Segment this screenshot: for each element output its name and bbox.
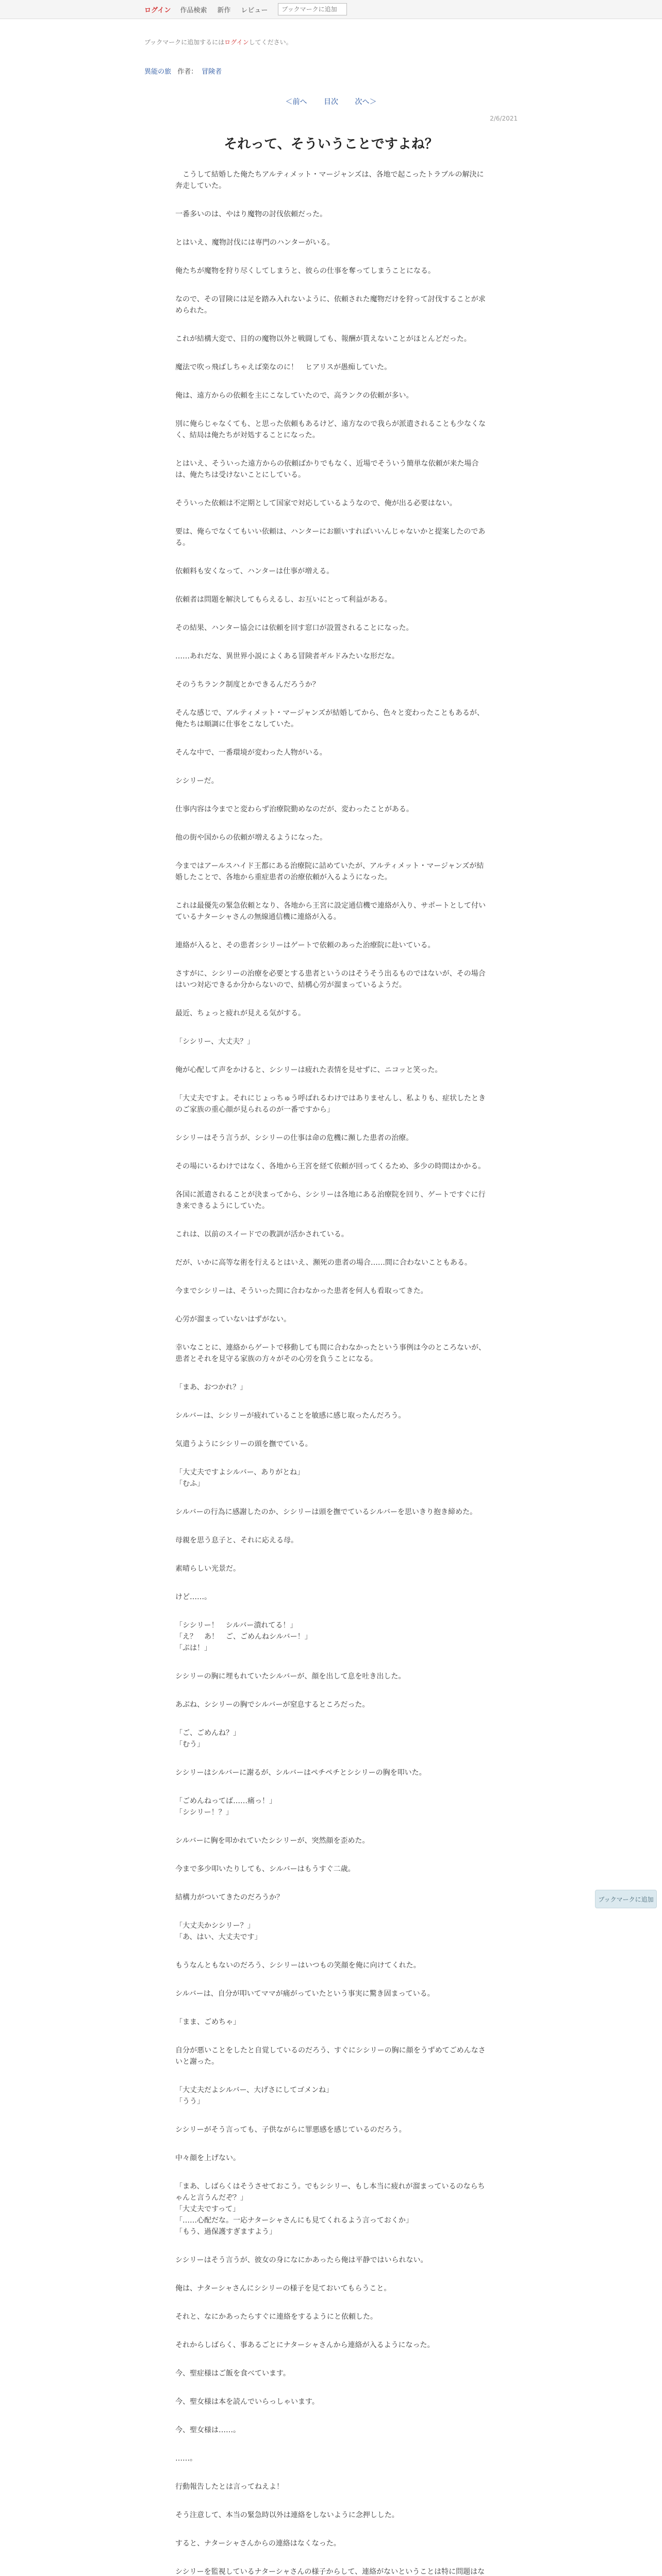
chapter-paragraph: 自分が悪いことをしたと自覚しているのだろう、すぐにシシリーの胸に顔をうずめてごめんなさいと謝った。 (175, 2046, 486, 2066)
chapter-paragraph: 依頼料も安くなって、ハンターは仕事が増える。 (175, 567, 334, 575)
chapter-paragraph: とはいえ、そういった遠方からの依頼ばかりでもなく、近場でそういう簡単な依頼が来た場合は、俺たちは受けないことにしている。 (175, 460, 479, 479)
chapter-paragraph: その結果、ハンター協会には依頼を回す窓口が設置されることになった。 (175, 624, 413, 632)
next-chapter-link[interactable]: 次へ＞ (355, 98, 377, 106)
chapter-paragraph: シシリーを監視しているナターシャさんの様子からして、連絡がないということは特に問題はな (175, 2568, 485, 2576)
chapter-paragraph: ……あれだな、異世界小説によくある冒険者ギルドみたいな形だな。 (175, 652, 399, 660)
chapter-paragraph: そのうちランク制度とかできるんだろうか？ (175, 681, 320, 689)
nav-search-link[interactable]: 作品検索 (180, 6, 207, 14)
chapter-paragraph: 「大丈夫だよシルバー、大げさにしてゴメンね」 「うう」 (175, 2086, 334, 2106)
main-content (144, 38, 518, 2576)
chapter-paragraph: 今、聖症様はご飯を食べています。 (175, 2369, 290, 2378)
chapter-paragraph: 今までシシリーは、そういった間に合わなかった患者を何人も看取ってきた。 (175, 1287, 428, 1295)
author-label: 作者： (177, 68, 198, 76)
chapter-paragraph: けど……。 (175, 1593, 211, 1601)
chapter-paragraph: あぶね、シシリーの胸でシルバーが窒息するところだった。 (175, 1701, 370, 1709)
chapter-paragraph: シシリーはシルバーに謝るが、シルバーはペチペチとシシリーの胸を叩いた。 (175, 1769, 426, 1777)
chapter-paragraph: シシリーがそう言っても、子供ながらに罪悪感を感じているのだろう。 (175, 2126, 406, 2134)
chapter-pager (144, 96, 518, 107)
chapter-paragraph: 行動報告したとは言ってねえよ！ (175, 2483, 284, 2491)
chapter-paragraph: 「大丈夫かシシリー？」 「あ、はい、大丈夫です」 (175, 1922, 262, 1941)
login-notice (144, 38, 518, 46)
chapter-paragraph: シシリーだ。 (175, 777, 219, 785)
chapter-paragraph: これが結構大変で、目的の魔物以外と戦闘しても、報酬が貰えないことがほとんどだった。 (175, 335, 471, 343)
chapter-paragraph: 連絡が入ると、その患者シシリーはゲートで依頼のあった治療院に赴いている。 (175, 941, 435, 950)
chapter-paragraph: 中々顔を上げない。 (175, 2154, 240, 2162)
bookmark-button[interactable]: ブックマークに追加 (595, 1890, 657, 1908)
chapter-paragraph: こうして結婚した俺たちアルティメット・マージャンズは、各地で起こったトラブルの解決に奔走していた。 (175, 171, 484, 190)
chapter-paragraph: 最近、ちょっと疲れが見える気がする。 (175, 1009, 305, 1018)
chapter-paragraph: それと、なにかあったらすぐに連絡をするようにと依頼した。 (175, 2313, 377, 2321)
chapter-paragraph: 「シシリー！ シルバー潰れてる！」 「え？ あ！ ご、ごめんねシルバー！」 「ぷは！」 (175, 1621, 312, 1652)
chapter-paragraph: シルバーは、シシリーが疲れていることを敏感に感じ取ったんだろう。 (175, 1412, 406, 1420)
chapter-paragraph: そんな中で、一番環境が変わった人物がいる。 (175, 749, 327, 757)
chapter-paragraph: 一番多いのは、やはり魔物の討伐依頼だった。 (175, 210, 327, 218)
chapter-paragraph: シシリーはそう言うが、シシリーの仕事は命の危機に瀕した患者の治療。 (175, 1134, 413, 1142)
chapter-paragraph: そう注意して、本当の緊急時以外は連絡をしないように念押しした。 (175, 2511, 399, 2519)
chapter-paragraph: さすがに、シシリーの治療を必要とする患者というのはそうそう出るものではないが、その場合はいつ対応できるか分からないので、結構心労が溜まっているようだ。 (175, 970, 486, 989)
chapter-paragraph: 今、聖女様は……。 (175, 2426, 240, 2434)
chapter-paragraph: 各国に派遣されることが決まってから、シシリーは各地にある治療院を回り、ゲートですぐに行き来できるようにしていた。 (175, 1191, 486, 1210)
chapter-paragraph: 結構力がついてきたのだろうか？ (175, 1893, 284, 1902)
chapter-paragraph: 依頼者は問題を解決してもらえるし、お互いにとって利益がある。 (175, 596, 392, 604)
chapter-paragraph: シルバーは、自分が叩いてママが痛がっていたという事実に驚き固まっている。 (175, 1990, 435, 1998)
chapter-paragraph: だが、いかに高等な術を行えるとはいえ、瀕死の患者の場合……間に合わないこともある。 (175, 1259, 472, 1267)
chapter-paragraph: 魔法で吹っ飛ばしちゃえば楽なのに！ ヒアリスが愚痴していた。 (175, 363, 392, 371)
chapter-paragraph: すると、ナターシャさんからの連絡はなくなった。 (175, 2539, 341, 2548)
chapter-paragraph: 他の街や国からの依頼が増えるようになった。 (175, 834, 327, 842)
chapter-paragraph: 別に俺らじゃなくても、と思った依頼もあるけど、遠方なので我らが派遣されることも少なくなく、結局は俺たちが対処することになった。 (175, 420, 486, 439)
chapter-paragraph: 今、聖女様は本を読んでいらっしゃいます。 (175, 2398, 319, 2406)
post-date: 2/6/2021 (490, 115, 518, 122)
chapter-paragraph: 「まあ、おつかれ？」 (175, 1383, 247, 1392)
chapter-paragraph: 「ご、ごめんね？」 「むう」 (175, 1729, 240, 1749)
chapter-paragraph: そういった依頼は不定期として国家で対応しているようなので、俺が出る必要はない。 (175, 499, 457, 507)
chapter-paragraph: シシリーの胸に埋もれていたシルバーが、顔を出して息を吐き出した。 (175, 1672, 406, 1681)
chapter-paragraph: 今まではアールスハイド王都にある治療院に詰めていたが、アルティメット・マージャンズが結婚したことで、各地から重症患者の治療依頼が入るようになった。 (175, 862, 484, 882)
top-navigation-bar (0, 0, 662, 19)
chapter-paragraph: 「大丈夫ですよ。それにじょっちゅう呼ばれるわけではありませんし、私よりも、症状したときのご家族の重心顔が見られるのが一番ですから」 (175, 1094, 486, 1114)
chapter-paragraph: とはいえ、魔物討伐には専門のハンターがいる。 (175, 239, 335, 247)
chapter-paragraph: そんな感じで、アルティメット・マージャンズが結婚してから、色々と変わったこともあるが、俺たちは順調に仕事をこなしていた。 (175, 709, 484, 728)
login-link[interactable]: ログイン (144, 6, 171, 14)
chapter-paragraph: 幸いなことに、連絡からゲートで移動しても間に合わなかったという事例は今のところないが、患者とそれを見守る家族の方々がその心労を負うことになる。 (175, 1344, 486, 1363)
search-input[interactable] (278, 3, 347, 15)
chapter-paragraph: もうなんともないのだろう、シシリーはいつもの笑顔を俺に向けてくれた。 (175, 1961, 421, 1970)
chapter-paragraph: 「ごめんねってば……痛っ！」 「シシリー！？」 (175, 1797, 276, 1817)
chapter-paragraph: 俺が心配して声をかけると、シシリーは疲れた表情を見せずに、ニコッと笑った。 (175, 1066, 442, 1074)
chapter-paragraph: 気遣うようにシシリーの頭を撫でている。 (175, 1440, 312, 1448)
chapter-paragraph: 素晴らしい光景だ。 (175, 1565, 240, 1573)
chapter-paragraph: 「まあ、しばらくはそうさせておこう。でもシシリー、もし本当に疲れが溜まっているのならちゃんと言うんだぞ？」 「大丈夫ですって」 「……心配だな。一応ナターシャさんにも見てくれるよう言っておくか」 「もう、過保護すぎますよう」 (175, 2182, 485, 2236)
chapter-paragraph: 心労が溜まっていないはずがない。 (175, 1315, 291, 1324)
novel-meta (144, 66, 518, 76)
chapter-paragraph: 今まで多少叩いたりしても、シルバーはもうすぐ二歳。 (175, 1865, 355, 1873)
chapter-paragraph: 「まま、ごめちゃ」 (175, 2018, 240, 2026)
chapter-paragraph: 仕事内容は今までと変わらず治療院勤めなのだが、変わったことがある。 (175, 805, 413, 814)
notice-text-pre: ブックマークに追加するには (144, 39, 225, 46)
chapter-paragraph: それからしばらく、事あるごとにナターシャさんから連絡が入るようになった。 (175, 2341, 435, 2349)
chapter-paragraph: なので、その冒険には足を踏み入れないように、依頼された魔物だけを狩って討伐することが求められた。 (175, 295, 486, 315)
chapter-paragraph: シシリーはそう言うが、彼女の身になにかあったら俺は平静ではいられない。 (175, 2256, 428, 2264)
notice-login-link[interactable]: ログイン (224, 39, 249, 46)
chapter-title: それって、そういうことですよね？ (224, 137, 438, 152)
chapter-paragraph: 俺は、ナターシャさんにシシリーの様子を見ておいてもらうこと。 (175, 2284, 391, 2293)
nav-new-link[interactable]: 新作 (217, 6, 231, 14)
prev-chapter-link[interactable]: ＜前へ (285, 98, 307, 106)
chapter-paragraph: 俺たちが魔物を狩り尽くしてしまうと、彼らの仕事を奪ってしまうことになる。 (175, 267, 435, 275)
chapter-paragraph: これは、以前のスイードでの教訓が活かされている。 (175, 1230, 349, 1239)
category-link[interactable]: 異能の旅 (144, 68, 172, 76)
chapter-paragraph: シルバーに胸を叩かれていたシシリーが、突然顔を歪めた。 (175, 1837, 370, 1845)
chapter-paragraph: 俺は、遠方からの依頼を主にこなしていたので、高ランクの依頼が多い。 (175, 392, 413, 400)
notice-text-post: してください。 (249, 39, 292, 46)
author-link[interactable]: 冒険者 (202, 68, 222, 76)
chapter-paragraph: 母親を思う息子と、それに応える母。 (175, 1536, 298, 1545)
chapter-paragraph: その場にいるわけではなく、各地から王宮を経て依頼が回ってくるため、多少の時間はかかる。 (175, 1162, 486, 1171)
chapter-body (144, 169, 518, 2576)
chapter-paragraph: ……。 (175, 2454, 197, 2463)
chapter-paragraph: これは最優先の緊急依頼となり、各地から王宮に設定通信機で連絡が入り、サポートとして付いているナターシャさんの無線通信機に連絡が入る。 (175, 902, 486, 921)
nav-review-link[interactable]: レビュー (241, 6, 268, 14)
table-of-contents-link[interactable]: 目次 (324, 98, 338, 106)
chapter-paragraph: シルバーの行為に感謝したのか、シシリーは頭を撫でているシルバーを思いきり抱き締めた。 (175, 1508, 477, 1516)
chapter-paragraph: 「大丈夫ですよシルバー、ありがとね」 「むふ」 (175, 1468, 305, 1488)
chapter-paragraph: 「シシリー、大丈夫？」 (175, 1038, 255, 1046)
chapter-paragraph: 要は、俺らでなくてもいい依頼は、ハンターにお願いすればいいんじゃないかと提案したのである。 (175, 528, 486, 547)
